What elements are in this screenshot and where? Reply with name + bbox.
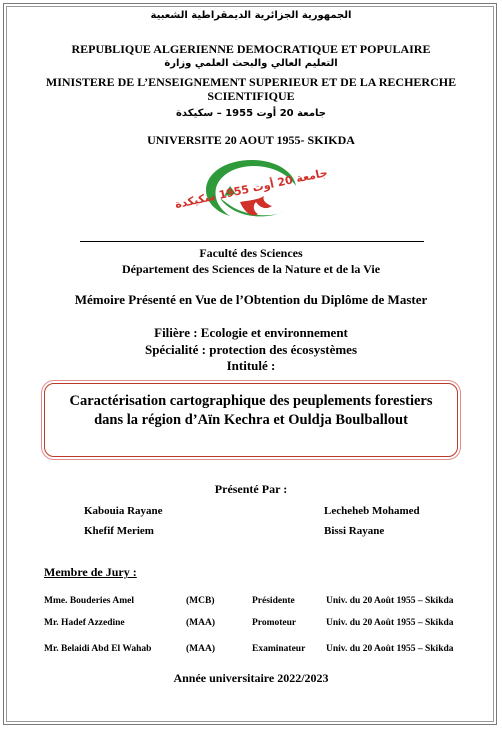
- jury-role: Examinateur: [252, 644, 306, 654]
- republic-line: REPUBLIQUE ALGERIENNE DEMOCRATIQUE ET POPULAIRE: [71, 42, 431, 56]
- jury-grade: (MAA): [186, 644, 216, 654]
- jury-grade: (MCB): [186, 596, 215, 606]
- faculty: Faculté des Sciences: [199, 246, 303, 260]
- academic-year: Année universitaire 2022/2023: [173, 671, 329, 685]
- thesis-title-box: [44, 383, 458, 457]
- university-logo: [173, 156, 329, 226]
- presented-by-label: Présenté Par :: [214, 482, 288, 496]
- student-name: Lecheheb Mohamed: [324, 505, 420, 517]
- intitule-label: Intitulé :: [226, 358, 276, 373]
- thesis-title: Caractérisation cartographique des peuplements forestiers dans la région d’Aïn Kechra et Ouldja Boulballout: [69, 393, 433, 428]
- student-name: Kabouia Rayane: [84, 505, 163, 517]
- arabic-university-line: جامعة 20 أوت 1955 – سكيكدة: [176, 108, 326, 119]
- jury-affiliation: Univ. du 20 Août 1955 – Skikda: [326, 596, 454, 606]
- ministry-line-2: SCIENTIFIQUE: [207, 89, 295, 103]
- memoire-line: Mémoire Présenté en Vue de l’Obtention du Diplôme de Master: [74, 292, 428, 307]
- jury-grade: (MAA): [186, 618, 216, 628]
- logo-text: جامعة 20 أوت 1955 سكيكدة: [173, 166, 329, 212]
- specialite: Spécialité : protection des écosystèmes: [144, 342, 358, 357]
- jury-name: Mr. Belaidi Abd El Wahab: [44, 644, 152, 654]
- jury-name: Mme. Bouderies Amel: [44, 596, 134, 606]
- jury-affiliation: Univ. du 20 Août 1955 – Skikda: [326, 644, 454, 654]
- jury-name: Mr. Hadef Azzedine: [44, 618, 125, 628]
- jury-role: Présidente: [252, 596, 295, 606]
- arabic-republic-line: الجمهورية الجزائرية الديمقراطية الشعبية: [150, 10, 352, 21]
- jury-affiliation: Univ. du 20 Août 1955 – Skikda: [326, 618, 454, 628]
- ministry-line-1: MINISTERE DE L’ENSEIGNEMENT SUPERIEUR ET DE LA RECHERCHE: [45, 75, 457, 89]
- university-line: UNIVERSITE 20 AOUT 1955- SKIKDA: [147, 133, 355, 147]
- arabic-ministry-line: التعليم العالي والبحث العلمي وزارة: [164, 58, 338, 69]
- jury-role: Promoteur: [252, 618, 297, 628]
- student-name: Bissi Rayane: [324, 525, 385, 537]
- filiere: Filière : Ecologie et environnement: [154, 325, 348, 340]
- student-name: Khefif Meriem: [84, 525, 154, 537]
- department: Département des Sciences de la Nature et de la Vie: [121, 262, 381, 276]
- jury-label: Membre de Jury :: [44, 565, 137, 579]
- divider: [80, 241, 424, 242]
